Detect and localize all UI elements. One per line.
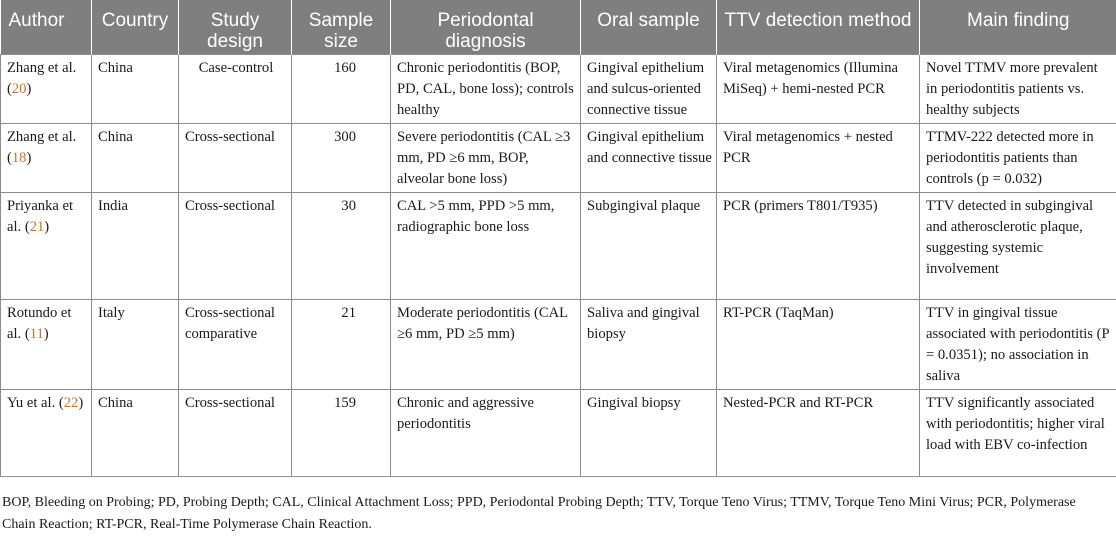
cell-periodontal-diagnosis: Moderate periodontitis (CAL ≥6 mm, PD ≥5 mm) bbox=[391, 300, 581, 390]
cell-main-finding: TTV significantly associated with periodontitis; higher viral load with EBV co-infection bbox=[920, 390, 1116, 477]
cell-periodontal-diagnosis: Chronic and aggressive periodontitis bbox=[391, 390, 581, 477]
cell-author: Zhang et al. (18) bbox=[1, 124, 92, 193]
reference-link[interactable]: 20 bbox=[12, 81, 27, 97]
table-row bbox=[1, 300, 1116, 390]
cell-sample-size: 160 bbox=[292, 55, 391, 124]
cell-country: Italy bbox=[92, 300, 179, 390]
reference-link[interactable]: 11 bbox=[30, 326, 44, 342]
cell-country: China bbox=[92, 55, 179, 124]
cell-main-finding: TTV detected in subgingival and atherosclerotic plaque, suggesting systemic involvement bbox=[920, 193, 1116, 300]
cell-periodontal-diagnosis: Chronic periodontitis (BOP, PD, CAL, bone loss); controls healthy bbox=[391, 55, 581, 124]
header-row bbox=[1, 0, 1116, 55]
table-row bbox=[1, 124, 1116, 193]
cell-author: Yu et al. (22) bbox=[1, 390, 92, 477]
header-oral-sample: Oral sample bbox=[581, 0, 717, 55]
cell-country: China bbox=[92, 390, 179, 477]
cell-ttv-detection-method: Viral metagenomics + nested PCR bbox=[717, 124, 920, 193]
cell-periodontal-diagnosis: CAL >5 mm, PPD >5 mm, radiographic bone loss bbox=[391, 193, 581, 300]
header-country: Country bbox=[92, 0, 179, 55]
cell-oral-sample: Saliva and gingival biopsy bbox=[581, 300, 717, 390]
cell-oral-sample: Subgingival plaque bbox=[581, 193, 717, 300]
reference-link[interactable]: 21 bbox=[30, 219, 45, 235]
reference-link[interactable]: 22 bbox=[64, 395, 79, 411]
header-main-finding: Main finding bbox=[920, 0, 1116, 55]
cell-sample-size: 159 bbox=[292, 390, 391, 477]
cell-ttv-detection-method: PCR (primers T801/T935) bbox=[717, 193, 920, 300]
cell-country: China bbox=[92, 124, 179, 193]
table-footnote: BOP, Bleeding on Probing; PD, Probing Depth; CAL, Clinical Attachment Loss; PPD, Periodontal Probing Depth; TTV, Torque Teno Virus; TTMV, Torque Teno Mini Virus; PCR, Polymerase Chain Reaction; RT-PCR, Real-Time Polymerase Chain Reaction. bbox=[2, 492, 1112, 536]
cell-study-design: Cross-sectional bbox=[179, 193, 292, 300]
table-row bbox=[1, 390, 1116, 477]
cell-oral-sample: Gingival epithelium and sulcus-oriented connective tissue bbox=[581, 55, 717, 124]
header-ttv-detection-method: TTV detection method bbox=[717, 0, 920, 55]
cell-oral-sample: Gingival biopsy bbox=[581, 390, 717, 477]
table-row bbox=[1, 193, 1116, 300]
cell-sample-size: 300 bbox=[292, 124, 391, 193]
cell-oral-sample: Gingival epithelium and connective tissue bbox=[581, 124, 717, 193]
cell-author: Rotundo et al. (11) bbox=[1, 300, 92, 390]
cell-study-design: Case-control bbox=[179, 55, 292, 124]
cell-sample-size: 21 bbox=[292, 300, 391, 390]
cell-main-finding: Novel TTMV more prevalent in periodontitis patients vs. healthy subjects bbox=[920, 55, 1116, 124]
header-author: Author bbox=[1, 0, 92, 55]
cell-study-design: Cross-sectional comparative bbox=[179, 300, 292, 390]
cell-study-design: Cross-sectional bbox=[179, 390, 292, 477]
header-sample-size: Sample size bbox=[292, 0, 391, 55]
header-study-design: Study design bbox=[179, 0, 292, 55]
cell-ttv-detection-method: RT-PCR (TaqMan) bbox=[717, 300, 920, 390]
cell-sample-size: 30 bbox=[292, 193, 391, 300]
cell-author: Priyanka et al. (21) bbox=[1, 193, 92, 300]
header-periodontal-diagnosis: Periodontal diagnosis bbox=[391, 0, 581, 55]
cell-country: India bbox=[92, 193, 179, 300]
cell-study-design: Cross-sectional bbox=[179, 124, 292, 193]
reference-link[interactable]: 18 bbox=[12, 150, 27, 166]
cell-ttv-detection-method: Viral metagenomics (Illumina MiSeq) + hemi-nested PCR bbox=[717, 55, 920, 124]
cell-main-finding: TTMV-222 detected more in periodontitis patients than controls (p = 0.032) bbox=[920, 124, 1116, 193]
cell-periodontal-diagnosis: Severe periodontitis (CAL ≥3 mm, PD ≥6 mm, BOP, alveolar bone loss) bbox=[391, 124, 581, 193]
table-row bbox=[1, 55, 1116, 124]
cell-author: Zhang et al. (20) bbox=[1, 55, 92, 124]
cell-ttv-detection-method: Nested-PCR and RT-PCR bbox=[717, 390, 920, 477]
cell-main-finding: TTV in gingival tissue associated with periodontitis (P = 0.0351); no association in saliva bbox=[920, 300, 1116, 390]
